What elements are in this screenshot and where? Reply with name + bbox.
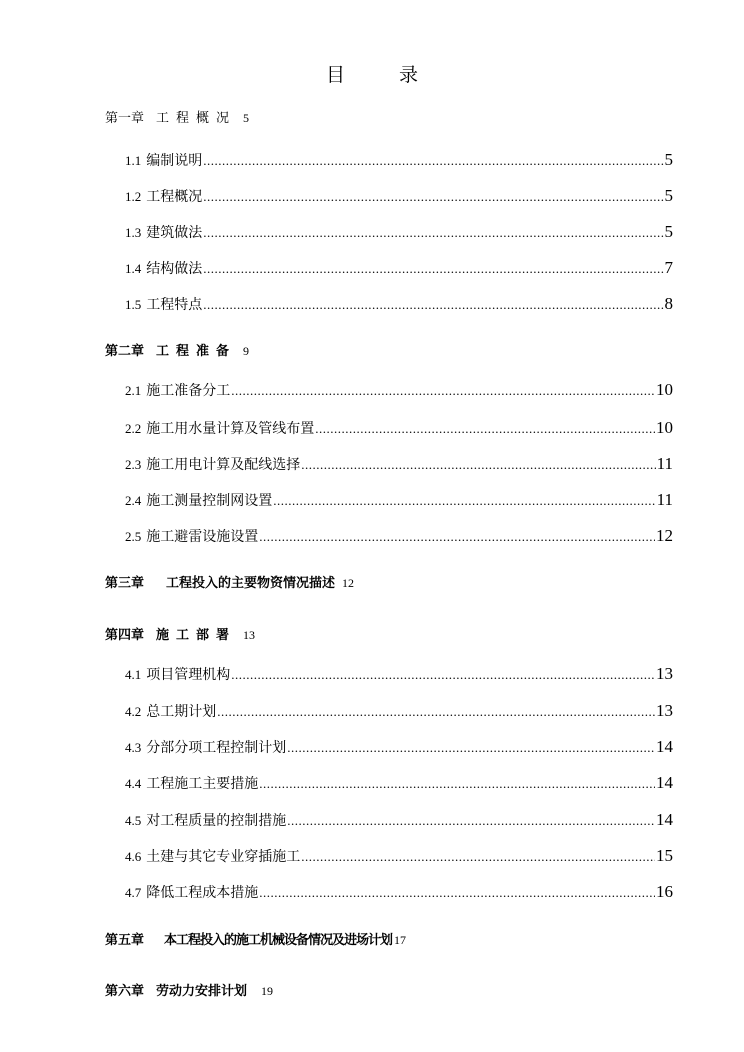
entry-page-number: 16 bbox=[656, 882, 673, 901]
page-title: 目 录 bbox=[325, 64, 443, 86]
toc-entry-2-5[interactable] bbox=[125, 526, 673, 546]
chapter-label: 第三章 bbox=[105, 576, 145, 591]
entry-number: 4.6 bbox=[125, 849, 142, 864]
entry-number: 1.4 bbox=[125, 261, 142, 276]
entry-number: 4.4 bbox=[125, 776, 142, 791]
entry-label: 建筑做法 bbox=[146, 225, 203, 241]
toc-entry-4-4[interactable] bbox=[125, 773, 673, 793]
entry-page-number: 5 bbox=[664, 186, 673, 205]
dot-leader bbox=[259, 529, 655, 545]
entry-page-number: 15 bbox=[656, 846, 673, 865]
toc-entry-1-4[interactable] bbox=[125, 258, 673, 278]
toc-entry-4-1[interactable] bbox=[125, 664, 673, 684]
entry-page-number: 13 bbox=[656, 664, 673, 683]
dot-leader bbox=[203, 225, 663, 241]
chapter-title: 工程投入的主要物资情况描述 bbox=[166, 576, 336, 591]
chapter-title: 工程准备 bbox=[156, 344, 237, 359]
entry-number: 1.2 bbox=[125, 189, 142, 204]
chapter-label: 第四章 bbox=[105, 628, 145, 643]
entry-label: 施工测量控制网设置 bbox=[146, 493, 273, 509]
entry-page-number: 5 bbox=[664, 222, 673, 241]
toc-entry-2-2[interactable] bbox=[125, 418, 673, 438]
entry-number: 2.4 bbox=[125, 493, 142, 508]
toc-entry-1-3[interactable] bbox=[125, 222, 673, 242]
entry-page-number: 10 bbox=[656, 380, 673, 399]
toc-chapter-2[interactable] bbox=[105, 340, 249, 359]
entry-page-number: 14 bbox=[656, 737, 673, 756]
dot-leader bbox=[301, 457, 655, 473]
chapter-label: 第五章 bbox=[105, 933, 145, 948]
entry-label: 降低工程成本措施 bbox=[146, 885, 259, 901]
chapter-label: 第一章 bbox=[105, 111, 145, 126]
dot-leader bbox=[301, 849, 655, 865]
dot-leader bbox=[203, 153, 663, 169]
toc-chapter-4[interactable] bbox=[105, 624, 255, 643]
entry-label: 对工程质量的控制措施 bbox=[146, 813, 287, 829]
chapter-page-number: 17 bbox=[394, 933, 407, 947]
dot-leader bbox=[203, 297, 663, 313]
chapter-title: 施工部署 bbox=[156, 628, 237, 643]
toc-entry-1-2[interactable] bbox=[125, 186, 673, 206]
entry-label: 土建与其它专业穿插施工 bbox=[146, 849, 301, 865]
dot-leader bbox=[273, 493, 655, 509]
entry-number: 2.1 bbox=[125, 383, 142, 398]
chapter-label: 第六章 bbox=[105, 984, 145, 999]
entry-page-number: 10 bbox=[656, 418, 673, 437]
dot-leader bbox=[315, 421, 655, 437]
toc-entry-2-3[interactable] bbox=[125, 454, 673, 474]
entry-label: 项目管理机构 bbox=[146, 667, 231, 683]
entry-page-number: 13 bbox=[656, 701, 673, 720]
toc-entry-4-2[interactable] bbox=[125, 701, 673, 721]
entry-page-number: 12 bbox=[656, 526, 673, 545]
toc-entry-4-6[interactable] bbox=[125, 846, 673, 866]
entry-label: 施工用水量计算及管线布置 bbox=[146, 421, 315, 437]
entry-label: 施工准备分工 bbox=[146, 383, 231, 399]
entry-number: 1.5 bbox=[125, 297, 142, 312]
entry-page-number: 5 bbox=[664, 150, 673, 169]
entry-page-number: 8 bbox=[664, 294, 673, 313]
entry-number: 1.1 bbox=[125, 153, 142, 168]
entry-page-number: 14 bbox=[656, 810, 673, 829]
entry-label: 总工期计划 bbox=[146, 704, 217, 720]
toc-chapter-5[interactable] bbox=[105, 929, 406, 948]
entry-label: 工程特点 bbox=[146, 297, 203, 313]
chapter-page-number: 12 bbox=[342, 576, 355, 590]
entry-number: 4.7 bbox=[125, 885, 142, 900]
toc-chapter-1[interactable] bbox=[105, 107, 249, 126]
toc-entry-4-7[interactable] bbox=[125, 882, 673, 902]
entry-label: 工程施工主要措施 bbox=[146, 776, 259, 792]
toc-entry-2-4[interactable] bbox=[125, 490, 673, 510]
entry-number: 2.2 bbox=[125, 421, 142, 436]
chapter-page-number: 9 bbox=[243, 344, 250, 358]
toc-entry-4-3[interactable] bbox=[125, 737, 673, 757]
dot-leader bbox=[231, 383, 655, 399]
chapter-title: 本工程投入的施工机械设备情况及进场计划 bbox=[164, 933, 393, 948]
entry-number: 1.3 bbox=[125, 225, 142, 240]
dot-leader bbox=[259, 885, 655, 901]
toc-entry-1-1[interactable] bbox=[125, 150, 673, 170]
entry-label: 结构做法 bbox=[146, 261, 203, 277]
dot-leader bbox=[287, 740, 655, 756]
toc-entry-1-5[interactable] bbox=[125, 294, 673, 314]
entry-label: 施工用电计算及配线选择 bbox=[146, 457, 301, 473]
entry-number: 4.5 bbox=[125, 813, 142, 828]
dot-leader bbox=[203, 189, 663, 205]
entry-number: 2.3 bbox=[125, 457, 142, 472]
chapter-title: 劳动力安排计划 bbox=[156, 984, 248, 999]
chapter-page-number: 19 bbox=[261, 984, 274, 998]
toc-entry-4-5[interactable] bbox=[125, 810, 673, 830]
dot-leader bbox=[231, 667, 655, 683]
toc-entry-2-1[interactable] bbox=[125, 380, 673, 400]
dot-leader bbox=[287, 813, 655, 829]
chapter-page-number: 13 bbox=[243, 628, 256, 642]
chapter-page-number: 5 bbox=[243, 111, 250, 125]
entry-number: 2.5 bbox=[125, 529, 142, 544]
entry-page-number: 7 bbox=[664, 258, 673, 277]
entry-page-number: 11 bbox=[656, 454, 673, 473]
toc-chapter-6[interactable] bbox=[105, 980, 273, 999]
toc-chapter-3[interactable] bbox=[105, 572, 354, 591]
entry-label: 分部分项工程控制计划 bbox=[146, 740, 287, 756]
entry-page-number: 11 bbox=[656, 490, 673, 509]
chapter-label: 第二章 bbox=[105, 344, 145, 359]
entry-label: 施工避雷设施设置 bbox=[146, 529, 259, 545]
entry-number: 4.2 bbox=[125, 704, 142, 719]
dot-leader bbox=[203, 261, 663, 277]
dot-leader bbox=[217, 704, 655, 720]
entry-label: 工程概况 bbox=[146, 189, 203, 205]
entry-number: 4.1 bbox=[125, 667, 142, 682]
entry-number: 4.3 bbox=[125, 740, 142, 755]
entry-label: 编制说明 bbox=[146, 153, 203, 169]
entry-page-number: 14 bbox=[656, 773, 673, 792]
chapter-title: 工程概况 bbox=[156, 111, 237, 126]
dot-leader bbox=[259, 776, 655, 792]
